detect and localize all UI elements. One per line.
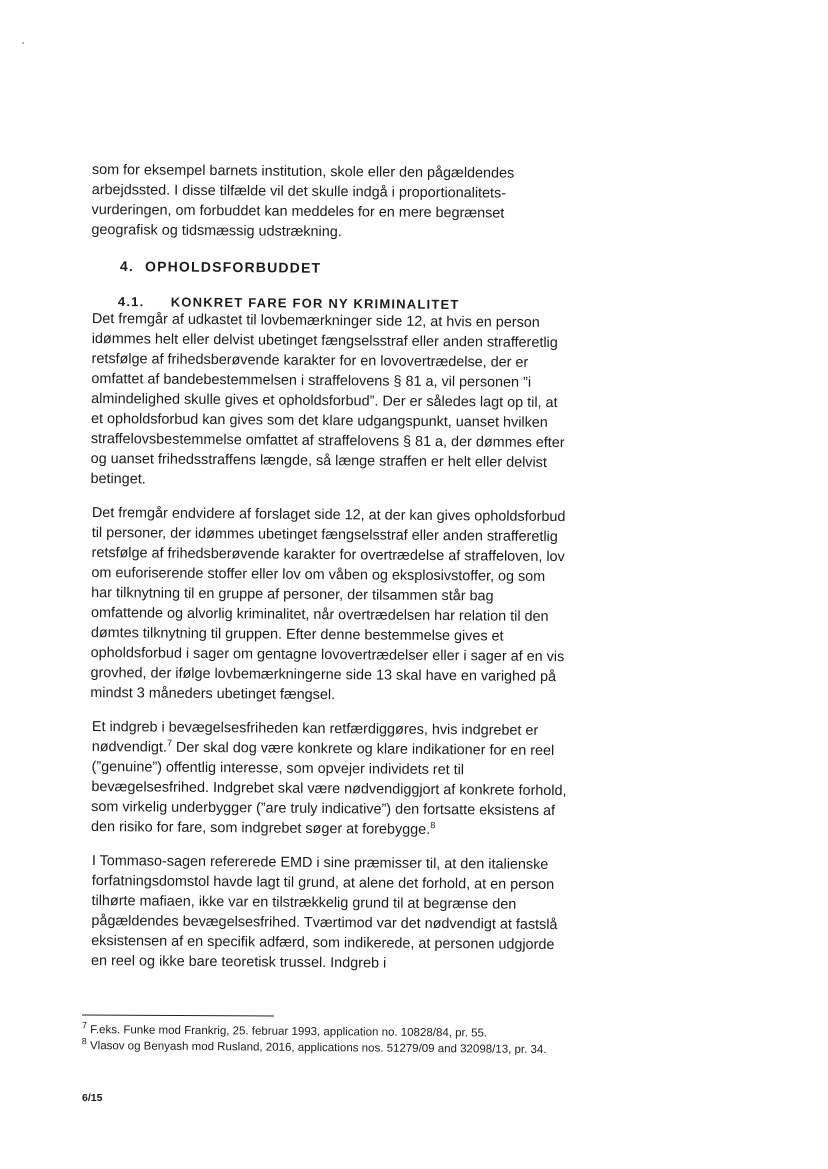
footnote-ref[interactable]: 8 [430,820,436,831]
footnote-separator [82,1014,274,1016]
section-heading [120,258,570,278]
paragraph: Det fremgår af udkastet til lovbemærkninger side 12, at hvis en person idømmes helt eller delvist ubetinget fængselsstraf eller anden strafferetlig retsfølge af frihedsberøvende karakter for en lovovertrædelse, der er omfattet af bandebestemmelsen i straffelovens § 81 a, vil personen ”i almindelighed skulle gives et opholdsforbud”. Der er således lagt op til, at et opholdsforbud kan gives som det klare udgangspunkt, uanset hvilken straffelovsbestemmelse omfattet af straffelovens § 81 a, der dømmes efter og uanset frihedsstraffens længde, så længe straffen er helt eller delvist betinget. [90,310,565,488]
section-title: OPHOLDSFORBUDDET [144,258,322,276]
scan-speck [22,42,24,44]
footnote-text: F.eks. Funke mod Frankrig, 25. februar 1993, application no. 10828/84, pr. 55. [86,1024,488,1040]
paragraph: I Tommaso-sagen refererede EMD i sine præmisser til, at den italienske forfatningsdomstol havde lagt til grund, at alene det forhold, at en person tilhørte mafiaen, ikke var en tilstrækkelig grund til at begrænse den pågældendes bevægelsesfrihed. Tværtimod var det nødvendigt at fastslå eksistensen af en specifik adfærd, som indikerede, at personen udgjorde en reel og ikke bare teoretisk trussel. Indgreb i [90,852,558,972]
body-text [92,160,570,985]
footnote-number: 7 [81,1020,88,1031]
paragraph [91,717,570,841]
page-number: 6/15 [82,1092,103,1104]
footnotes [82,1022,552,1058]
footnote-ref[interactable]: 7 [166,737,173,748]
subsection-title: KONKRET FARE FOR NY KRIMINALITET [170,294,460,312]
paragraph-text: Et indgreb i bevægelsesfriheden kan retfærdiggøres, hvis indgrebet er nødvendigt. [91,718,539,756]
paragraph-continuation: som for eksempel barnets institution, skole eller den pågældendes arbejdssted. I disse tilfælde vil det skulle indgå i proportionalitets-vurderingen, om forbuddet kan meddeles for en mere begrænset geografisk og tidsmæssig udstrækning. [91,161,515,241]
footnote-number: 8 [81,1036,87,1047]
section-number: 4. [119,258,135,275]
paragraph: Det fremgår endvidere af forslaget side 12, at der kan gives opholdsforbud til personer, der idømmes ubetinget fængselsstraf eller anden strafferetlig retsfølge af frihedsberøvende karakter for overtrædelse af straffeloven, lov om euforiserende stoffer eller lov om våben og eksplosivstoffer, og som har tilknytning til en gruppe af personer, der tilsammen står bag omfattende og alvorlig kriminalitet, når overtrædelsen har relation til den dømtes tilknytning til gruppen. Efter denne bestemmelse gives et opholdsforbud i sager om gentagne lovovertrædelser eller i sager af en vis grovhed, der ifølge lovbemærkningerne side 13 skal have en varighed på mindst 3 måneders ubetinget fængsel. [90,504,566,704]
paragraph-text: Der skal dog være konkrete og klare indikationer for en reel (”genuine”) offentlig interesse, som opvejer individets ret til bevægelsesfrihed. Indgrebet skal være nødvendiggjort af konkrete forhold, som virkelig underbygger (”are truly indicative”) den fortsatte eksistens af den risiko for fare, som indgrebet søger at forebygge. [90,739,567,838]
footnote [82,1038,552,1058]
footnote-text: Vlasov og Benyash mod Rusland, 2016, applications nos. 51279/09 and 32098/13, pr. 34. [86,1040,547,1057]
subsection-number: 4.1. [117,294,145,310]
